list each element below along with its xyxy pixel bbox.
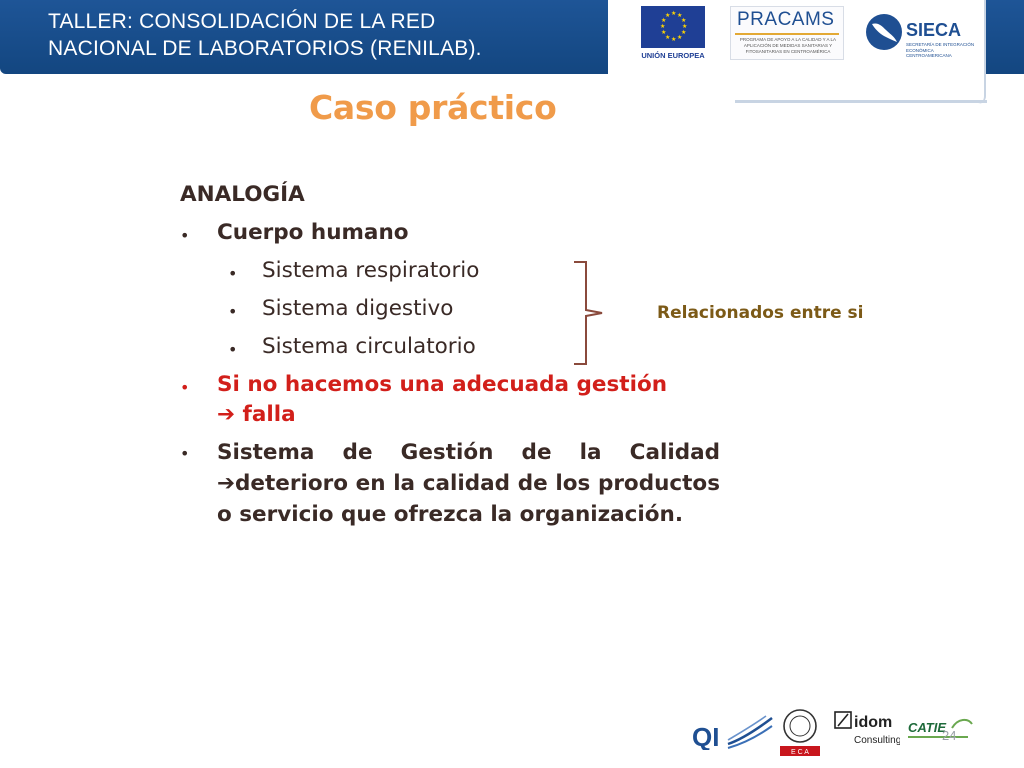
svg-text:★: ★ xyxy=(677,34,683,41)
footer-logos xyxy=(684,702,984,762)
list-item-gestion-line2: ➔ falla xyxy=(217,402,296,427)
idom-logo xyxy=(834,710,900,750)
workshop-title-line2: NACIONAL DE LABORATORIOS (RENILAB). xyxy=(48,37,482,60)
svg-text:★: ★ xyxy=(665,12,671,19)
sieca-logo xyxy=(858,10,978,60)
svg-text:★: ★ xyxy=(682,23,688,30)
catie-text: CATIE xyxy=(908,720,947,735)
list-item-circulatorio: Sistema circulatorio xyxy=(262,334,476,359)
workshop-title xyxy=(48,8,608,62)
workshop-title-line1: TALLER: CONSOLIDACIÓN DE LA RED xyxy=(48,10,436,33)
bracket-icon xyxy=(572,260,604,366)
svg-text:★: ★ xyxy=(681,17,687,24)
bullet: • xyxy=(180,444,190,463)
decorative-line xyxy=(735,100,987,103)
sieca-subtitle: SECRETARÍA DE INTEGRACIÓN ECONÓMICA CENTROAMERICANA xyxy=(906,42,975,58)
idom-sub: Consulting xyxy=(854,735,900,746)
list-item-cuerpo: Cuerpo humano xyxy=(217,220,409,245)
svg-text:★: ★ xyxy=(671,10,677,17)
analogy-heading: ANALOGÍA xyxy=(180,182,305,207)
bullet: • xyxy=(180,378,190,397)
eu-label: UNIÓN EUROPEA xyxy=(641,51,705,60)
eu-logo xyxy=(641,6,705,62)
pracams-name: PRACAMS xyxy=(737,9,835,30)
idom-text: idom xyxy=(854,714,893,731)
pracams-rule xyxy=(735,33,839,35)
qi-logo-icon xyxy=(690,714,774,750)
bv-text: E C A xyxy=(791,749,809,756)
svg-text:★: ★ xyxy=(677,12,683,19)
bullet: • xyxy=(180,226,190,245)
page-number: 24 xyxy=(942,728,957,743)
related-annotation: Relacionados entre si xyxy=(657,303,864,323)
bureau-veritas-logo-icon xyxy=(778,708,822,758)
qi-text: QI xyxy=(692,722,720,750)
svg-text:★: ★ xyxy=(671,36,677,43)
list-item-respiratorio: Sistema respiratorio xyxy=(262,258,480,283)
list-item-digestivo: Sistema digestivo xyxy=(262,296,454,321)
svg-text:★: ★ xyxy=(661,17,667,24)
eu-flag-icon xyxy=(641,6,705,48)
svg-text:★: ★ xyxy=(681,29,687,36)
bullet: • xyxy=(228,264,238,283)
list-item-gestion-line1: Si no hacemos una adecuada gestión xyxy=(217,372,668,397)
slide-title: Caso práctico xyxy=(309,88,557,127)
bullet: • xyxy=(228,302,238,321)
sieca-globe-icon xyxy=(864,12,904,52)
svg-text:★: ★ xyxy=(661,29,667,36)
list-item-sgc: Sistema de Gestión de la Calidad ➔deterioro en la calidad de los productos o servicio que ofrezca la organización. xyxy=(217,440,720,527)
pracams-logo xyxy=(730,6,844,60)
svg-text:★: ★ xyxy=(660,23,666,30)
catie-logo-icon xyxy=(906,714,974,744)
svg-text:★: ★ xyxy=(665,34,671,41)
sieca-name: SIECA xyxy=(906,20,962,40)
pracams-subtitle: PROGRAMA DE APOYO A LA CALIDAD Y A LA APLICACIÓN DE MEDIDAS SANITARIAS Y FITOSANITARIAS EN CENTROAMÉRICA xyxy=(739,37,837,54)
bullet: • xyxy=(228,340,238,359)
